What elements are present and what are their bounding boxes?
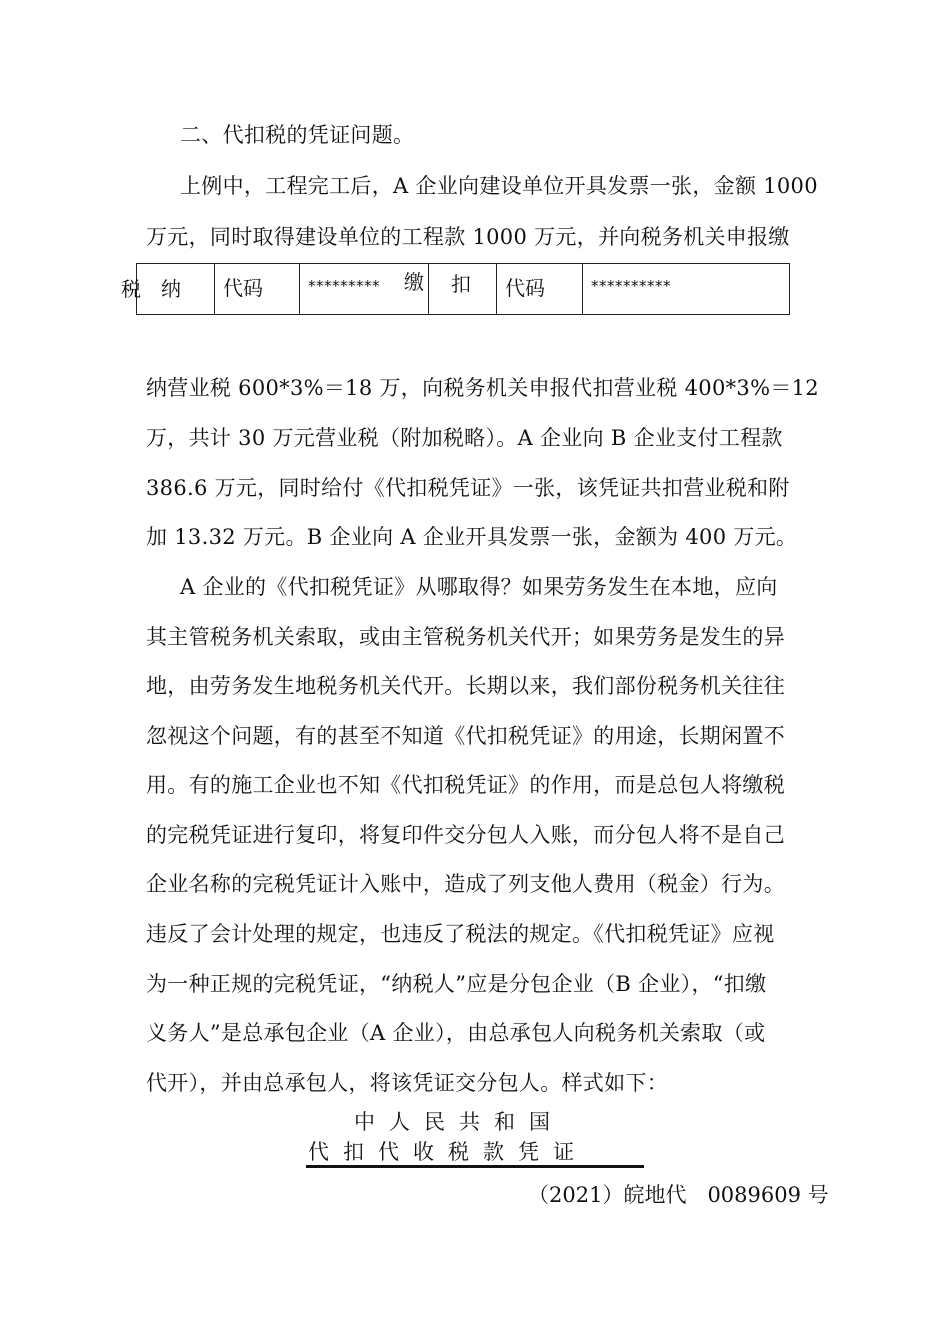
table-cell-code-label-2: 代码 <box>497 264 583 314</box>
table-cell-withhold: 扣 <box>429 264 497 314</box>
paragraph-line: 386.6 万元，同时给付《代扣税凭证》一张，该凭证共扣营业税和附 <box>146 476 790 500</box>
tax-info-table <box>121 263 790 315</box>
table-overlap-char: 缴 <box>404 270 424 294</box>
paragraph-line: 地，由劳务发生地税务机关代开。长期以来，我们部份税务机关往往 <box>146 674 785 698</box>
paragraph-line: A 企业的《代扣税凭证》从哪取得？如果劳务发生在本地，应向 <box>180 575 778 599</box>
paragraph-line: 的完税凭证进行复印，将复印件交分包人入账，而分包人将不是自己 <box>146 823 785 847</box>
paragraph-line: 万元，同时取得建设单位的工程款 1000 万元，并向税务机关申报缴 <box>146 225 790 249</box>
paragraph-line: 纳营业税 600*3%＝18 万，向税务机关申报代扣营业税 400*3%＝12 <box>146 376 819 400</box>
paragraph-line: 上例中，工程完工后，A 企业向建设单位开具发票一张，金额 1000 <box>180 174 818 198</box>
voucher-title-line1: 中人民共和国 <box>354 1110 564 1134</box>
paragraph-line: 违反了会计处理的规定，也违反了税法的规定。《代扣税凭证》应视 <box>146 922 775 946</box>
section-heading: 二、代扣税的凭证问题。 <box>180 123 415 147</box>
table-cell-code-value-2: ********** <box>591 277 671 295</box>
paragraph-line: 忽视这个问题，有的甚至不知道《代扣税凭证》的用途，长期闲置不 <box>146 724 785 748</box>
paragraph-line: 代开），并由总承包人，将该凭证交分包人。样式如下： <box>146 1071 668 1095</box>
paragraph-line: 加 13.32 万元。B 企业向 A 企业开具发票一张，金额为 400 万元。 <box>146 525 798 549</box>
paragraph-line: 义务人”是总承包企业（A 企业），由总承包人向税务机关索取（或 <box>146 1021 766 1045</box>
table-cell-taxpayer: 税 纳 <box>137 264 215 314</box>
table-cell-code-label: 代码 <box>215 264 300 314</box>
paragraph-line: 用。有的施工企业也不知《代扣税凭证》的作用，而是总包人将缴税 <box>146 773 785 797</box>
paragraph-line: 万，共计 30 万元营业税（附加税略）。A 企业向 B 企业支付工程款 <box>146 426 783 450</box>
voucher-number: （2021）皖地代 0089609 号 <box>528 1183 829 1207</box>
voucher-title-line2: 代扣代收税款凭证 <box>308 1140 588 1164</box>
table-cell-code-value: ********* 缴 <box>300 264 429 314</box>
voucher-title-underline <box>306 1165 644 1168</box>
paragraph-line: 企业名称的完税凭证计入账中，造成了列支他人费用（税金）行为。 <box>146 872 785 896</box>
paragraph-line: 为一种正规的完税凭证，“纳税人”应是分包企业（B 企业），“扣缴 <box>146 972 767 996</box>
paragraph-line: 其主管税务机关索取，或由主管税务机关代开；如果劳务是发生的异 <box>146 625 785 649</box>
